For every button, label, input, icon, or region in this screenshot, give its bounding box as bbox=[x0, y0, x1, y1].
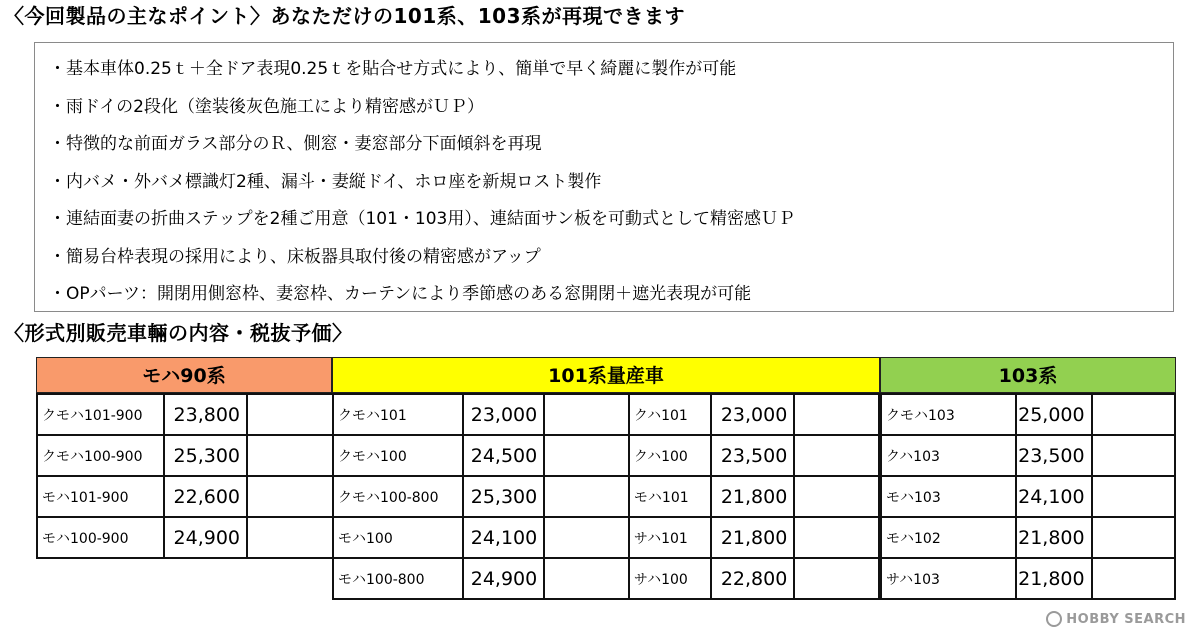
car-model-name: モハ101-900 bbox=[38, 477, 165, 518]
blank-cell bbox=[795, 477, 880, 518]
blank-cell bbox=[1093, 436, 1176, 477]
table-row bbox=[38, 477, 334, 518]
table-row bbox=[334, 395, 880, 436]
car-price: 25,300 bbox=[464, 477, 546, 518]
car-price: 23,800 bbox=[165, 395, 248, 436]
table-row bbox=[882, 518, 1176, 559]
car-price: 21,800 bbox=[712, 518, 796, 559]
blank-cell bbox=[795, 559, 880, 600]
table-row bbox=[334, 436, 880, 477]
blank-cell bbox=[545, 518, 630, 559]
car-price: 22,600 bbox=[165, 477, 248, 518]
car-model-name: クモハ100-800 bbox=[334, 477, 464, 518]
watermark bbox=[1046, 611, 1186, 627]
table-row bbox=[38, 436, 334, 477]
feature-item: ・雨ドイの2段化（塗装後灰色施工により精密感がＵＰ） bbox=[49, 96, 484, 117]
price-table bbox=[332, 393, 880, 600]
car-model-name: サハ100 bbox=[630, 559, 712, 600]
table-row bbox=[334, 518, 880, 559]
car-model-name: モハ101 bbox=[630, 477, 712, 518]
car-model-name: クモハ101-900 bbox=[38, 395, 165, 436]
car-model-name: モハ100-800 bbox=[334, 559, 464, 600]
car-price: 23,500 bbox=[1017, 436, 1093, 477]
feature-item: ・基本車体0.25ｔ＋全ドア表現0.25ｔを貼合せ方式により、簡単で早く綺麗に製作が可能 bbox=[49, 59, 737, 79]
table-row bbox=[882, 477, 1176, 518]
price-table bbox=[36, 393, 334, 559]
section-title-prices: 〈形式別販売車輛の内容・税抜予価〉 bbox=[4, 321, 353, 345]
section-title-points: 〈今回製品の主なポイント〉あなただけの101系、103系が再現できます bbox=[4, 4, 685, 28]
blank-cell bbox=[795, 395, 880, 436]
blank-cell bbox=[545, 559, 630, 600]
car-price: 24,100 bbox=[1017, 477, 1093, 518]
car-model-name: クハ100 bbox=[630, 436, 712, 477]
table-row bbox=[334, 559, 880, 600]
blank-cell bbox=[795, 436, 880, 477]
price-group-header: 103系 bbox=[880, 357, 1176, 393]
car-price: 23,000 bbox=[712, 395, 796, 436]
blank-cell bbox=[248, 518, 334, 559]
hobby-search-logo-icon bbox=[1046, 611, 1062, 627]
table-row bbox=[38, 518, 334, 559]
car-price: 21,800 bbox=[712, 477, 796, 518]
feature-item: ・簡易台枠表現の採用により、床板器具取付後の精密感がアップ bbox=[49, 246, 541, 267]
car-model-name: クハ101 bbox=[630, 395, 712, 436]
feature-item: ・内バメ・外バメ標識灯2種、漏斗・妻縦ドイ、ホロ座を新規ロスト製作 bbox=[49, 171, 602, 192]
car-model-name: サハ101 bbox=[630, 518, 712, 559]
table-row bbox=[882, 395, 1176, 436]
blank-cell bbox=[1093, 559, 1176, 600]
car-price: 24,100 bbox=[464, 518, 546, 559]
car-model-name: クハ103 bbox=[882, 436, 1017, 477]
car-price: 24,900 bbox=[165, 518, 248, 559]
feature-item: ・連結面妻の折曲ステップを2種ご用意（101・103用）、連結面サン板を可動式として精密感ＵＰ bbox=[49, 209, 796, 229]
table-row bbox=[334, 477, 880, 518]
table-row bbox=[882, 559, 1176, 600]
blank-cell bbox=[795, 518, 880, 559]
blank-cell bbox=[1093, 518, 1176, 559]
blank-cell bbox=[248, 436, 334, 477]
price-group bbox=[36, 357, 332, 559]
car-model-name: クモハ101 bbox=[334, 395, 464, 436]
car-price: 23,000 bbox=[464, 395, 546, 436]
table-row bbox=[882, 436, 1176, 477]
car-model-name: サハ103 bbox=[882, 559, 1017, 600]
blank-cell bbox=[545, 395, 630, 436]
blank-cell bbox=[1093, 395, 1176, 436]
price-group bbox=[332, 357, 880, 600]
car-price: 25,000 bbox=[1017, 395, 1093, 436]
car-price: 25,300 bbox=[165, 436, 248, 477]
table-row bbox=[38, 395, 334, 436]
car-model-name: クモハ100 bbox=[334, 436, 464, 477]
price-group-header: モハ90系 bbox=[36, 357, 332, 393]
features-list bbox=[34, 42, 1174, 312]
feature-item: ・OPパーツ：開閉用側窓枠、妻窓枠、カーテンにより季節感のある窓開閉＋遮光表現が可能 bbox=[49, 284, 752, 304]
price-group-header: 101系量産車 bbox=[332, 357, 880, 393]
blank-cell bbox=[248, 477, 334, 518]
car-price: 24,500 bbox=[464, 436, 546, 477]
car-price: 21,800 bbox=[1017, 559, 1093, 600]
blank-cell bbox=[248, 395, 334, 436]
price-table bbox=[880, 393, 1176, 600]
blank-cell bbox=[545, 436, 630, 477]
car-model-name: モハ102 bbox=[882, 518, 1017, 559]
car-model-name: モハ103 bbox=[882, 477, 1017, 518]
price-group bbox=[880, 357, 1176, 600]
car-price: 24,900 bbox=[464, 559, 546, 600]
car-price: 22,800 bbox=[712, 559, 796, 600]
car-price: 21,800 bbox=[1017, 518, 1093, 559]
watermark-text: HOBBY SEARCH bbox=[1066, 611, 1186, 627]
car-model-name: クモハ100-900 bbox=[38, 436, 165, 477]
feature-item: ・特徴的な前面ガラス部分のＲ、側窓・妻窓部分下面傾斜を再現 bbox=[49, 134, 542, 154]
car-model-name: クモハ103 bbox=[882, 395, 1017, 436]
car-price: 23,500 bbox=[712, 436, 796, 477]
car-model-name: モハ100 bbox=[334, 518, 464, 559]
blank-cell bbox=[545, 477, 630, 518]
blank-cell bbox=[1093, 477, 1176, 518]
car-model-name: モハ100-900 bbox=[38, 518, 165, 559]
